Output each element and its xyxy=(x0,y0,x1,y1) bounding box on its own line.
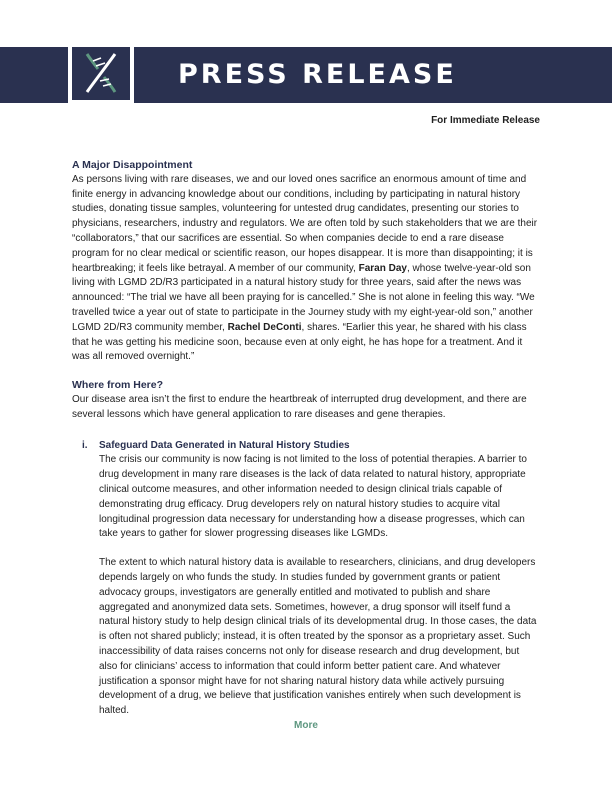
section-heading: A Major Disappointment xyxy=(72,159,193,171)
release-note: For Immediate Release xyxy=(431,115,540,126)
body-paragraph xyxy=(72,173,540,365)
list-item-body xyxy=(99,453,540,719)
body-paragraph: The extent to which natural history data is available to researchers, clinicians, and drug developers depends largely on who funds the study. In studies funded by government grants or patient advocacy groups, investigators are generally entitled and motivated to publish and share aggregated and anonymized data sets. Sometimes, however, a drug sponsor will itself fund a natural history study to help design clinical trials of its developmental drug. In those cases, the data is often not shared publicly; instead, it is often treated by the sponsor as a proprietary asset. Such inaccessibility of data raises concerns not only for disease research and drug development, but also for clinicians’ access to information that could inform better patient care. And whatever justification a sponsor might have for not sharing natural history data while actively pursuing development of a drug, we believe that justification vanishes entirely when such development is halted. xyxy=(99,557,537,717)
section-heading: Where from Here? xyxy=(72,379,164,392)
more-link[interactable]: More xyxy=(294,720,318,731)
page-title: PRESS RELEASE xyxy=(178,59,457,90)
paragraph-text: , whose twelve-year-old son living with LGMD 2D/R3 participated in a natural history study for three years, said after the news was announced: “The trial we have all been praying for is cancelled.” She is not alone in feeling this way. “We travelled twice a year out of state to participate in the Journey study with my eight-year-old son,” another LGMD 2D/R3 community member, xyxy=(72,262,535,333)
document-body xyxy=(72,158,540,719)
body-paragraph: The crisis our community is now facing is not limited to the loss of potential therapies. A barrier to drug development in many rare diseases is the lack of data related to natural history, appropriate clinical outcome measures, and other information needed to design clinical trials capable of demonstrating drug efficacy. Drug developers rely on natural history studies to acquire vital longitudinal progression data necessary for understanding how a disease progresses, which can take years to gather for slower progressing diseases like LGMDs. xyxy=(99,454,527,540)
paragraph-text: , shares. “Earlier this year, he shared with his class that he was getting his medicine soon, because even at only eight, he has hope for a treatment. And it was all removed overnight.” xyxy=(72,321,527,363)
quoted-person-name: Rachel DeConti xyxy=(227,321,302,333)
list-number: i. xyxy=(82,439,88,451)
paragraph-text: As persons living with rare diseases, we and our loved ones sacrifice an enormous amount of time and finite energy in advancing knowledge about our conditions, including by participating in natural history studies, donating tissue samples, volunteering for untested drug candidates, presenting our stories to physicians, researchers, industry and regulators. We are often told by such stakeholders that we are their “collaborators,” that our sacrifices are essential. So when companies decide to end a rare disease program for no clear medical or scientific reason, our hopes disappear. It is more than disappointing; it is heartbreaking; it feels like betrayal. A member of our community, xyxy=(72,173,538,274)
body-paragraph: Our disease area isn’t the first to endure the heartbreak of interrupted drug development, and there are several lessons which have general application to rare diseases and gene therapies. xyxy=(72,393,527,420)
dna-helix-icon xyxy=(82,52,120,94)
list-item-title: Safeguard Data Generated in Natural History Studies xyxy=(99,439,350,451)
list-item xyxy=(72,439,540,719)
logo-pointer xyxy=(68,106,134,118)
quoted-person-name: Faran Day xyxy=(358,262,407,274)
